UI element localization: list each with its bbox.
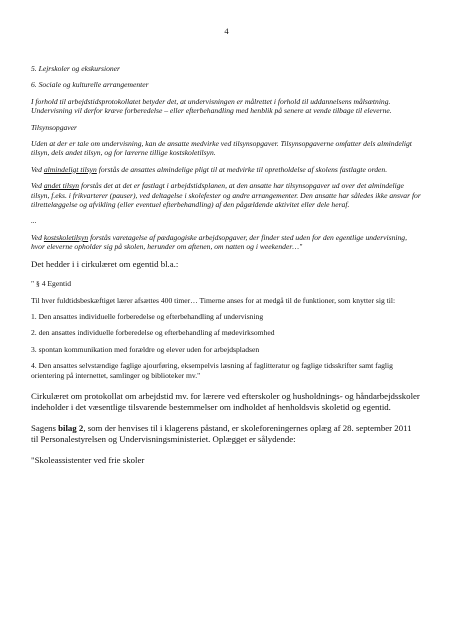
text: , som der henvises til i klagerens påstand, er skoleforeningernes oplæg af 28. september 2011 til Personalestyrelsen og Undervisningsministeriet. Oplægget er sålydende:: [31, 422, 412, 445]
paragraph-andet-tilsyn: [31, 181, 421, 209]
document-body: [31, 64, 421, 475]
text: forstås det at det er fastlagt i arbejdstidsplanen, at den ansatte har tilsynsopgaver ud over det almindelige tilsyn, f.eks. i frikvarterer (pauser), ved deltagelse i skolefester og andre arrangementer. Den ansatte har således ikke ansvar for tilrettelæggelse og afvikling (eller eventuel efterbehandling) af den pågældende aktivitet eller dele heraf.: [31, 181, 421, 210]
text: Sagens: [31, 422, 59, 433]
paragraph-kostskoletilsyn: [31, 233, 421, 252]
text: Ved: [31, 164, 44, 174]
egentid-item: 3. spontan kommunikation med forældre og elever uden for arbejdspladsen: [31, 344, 260, 354]
egentid-item: 1. Den ansattes individuelle forberedelse og efterbehandling af undervisning: [31, 311, 264, 321]
quote-start: "Skoleassistenter ved frie skoler: [31, 454, 145, 465]
ellipsis: ...: [31, 216, 37, 226]
egentid-item: 4. Den ansattes selvstændige faglige ajourføring, eksempelvis læsning af faglitteratur og faglige tidsskrifter samt faglig orientering på internettet, samlinger og biblioteker mv.": [31, 361, 393, 380]
term-kostskoletilsyn: kostskoletilsyn: [43, 232, 89, 242]
page-number: 4: [224, 26, 229, 36]
text: forstås de ansattes almindelige pligt til at medvirke til opretholdelse af skolens fastlagte orden.: [96, 164, 388, 174]
term-andet-tilsyn: andet tilsyn: [43, 181, 80, 191]
text: forstås varetagelse af pædagogiske arbejdsopgaver, der finder sted uden for den egentlige undervisning, hvor eleverne opholder sig på skolen, herunder om aftenen, om natten og i weekender…": [31, 232, 407, 252]
paragraph-uden: Uden at der er tale om undervisning, kan de ansatte medvirke ved tilsynsopgaver. Tilsynsopgaverne omfatter dels almindeligt tilsyn, dels andet tilsyn, og for lærerne tillige kostskoletilsyn.: [31, 139, 412, 158]
egentid-item: 2. den ansattes individuelle forberedelse og efterbehandling af mødevirksomhed: [31, 328, 275, 338]
quote-item: 6. Sociale og kulturelle arrangementer: [31, 80, 149, 90]
paragraph-almindeligt-tilsyn: [31, 165, 421, 174]
text: Ved: [31, 232, 44, 242]
paragraph-forhold: I forhold til arbejdstidsprotokollatet betyder det, at undervisningen er målrettet i forhold til uddannelsens målsætning. Undervisning vil derfor kræve forberedelse – eller efterbehandling med henblik på senere at vende tilbage til eleverne.: [31, 96, 392, 116]
term-almindeligt-tilsyn: almindeligt tilsyn: [43, 164, 97, 174]
heading-tilsynsopgaver: Tilsynsopgaver: [31, 122, 77, 132]
egentid-heading: " § 4 Egentid: [31, 279, 72, 289]
quote-item: 5. Lejrskoler og ekskursioner: [31, 64, 121, 73]
egentid-intro: Til hver fuldtidsbeskæftiget lærer afsættes 400 timer… Timerne anses for at medgå til de funktioner, som knytter sig til:: [31, 295, 396, 305]
bilag-reference: bilag 2: [58, 422, 84, 433]
text: Ved: [31, 181, 44, 191]
paragraph-det-hedder: Det hedder i i cirkulæret om egentid bl.a.:: [31, 258, 179, 269]
paragraph-cirkulaeret: Cirkulæret om protokollat om arbejdstid mv. for lærere ved efterskoler og husholdnings- og håndarbejdsskoler indeholder i det væsentlige tilsvarende bestemmelser om indholdet af henholdsvis skoletid og egentid.: [31, 390, 420, 413]
paragraph-sagens: [31, 423, 421, 446]
